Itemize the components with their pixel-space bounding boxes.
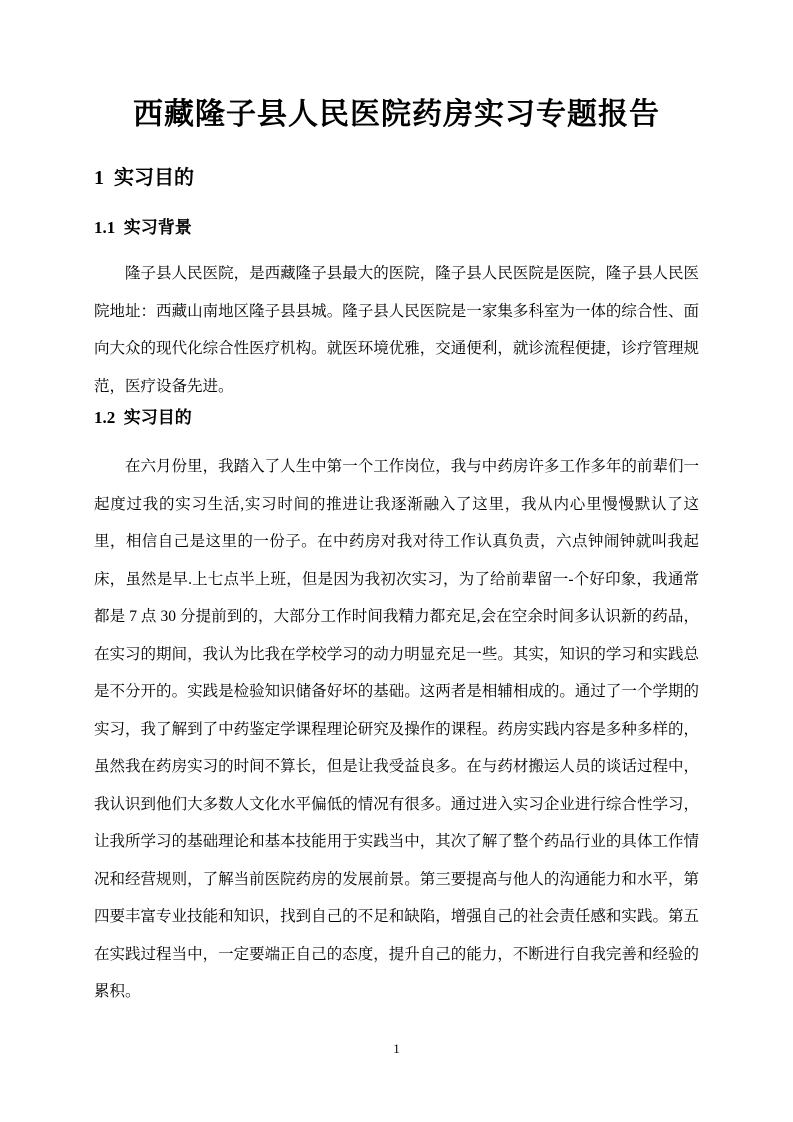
page-number: 1 xyxy=(393,1041,400,1056)
heading-1-2-shixi-mudi: 1.2 实习目的 xyxy=(94,408,192,427)
paragraph-internship-purpose: 在六月份里，我踏入了人生中第一个工作岗位，我与中药房许多工作多年的前辈们一起度过我的实习生活,实习时间的推进让我逐渐融入了这里，我从内心里慢慢默认了这里，相信自己是这里的一份子。在中药房对我对待工作认真负责，六点钟闹钟就叫我起床，虽然是早.上七点半上班，但是因为我初次实习，为了给前辈留一-个好印象，我通常都是 7 点 30 分提前到的，大部分工作时间我精力都充足,会在空余时间多认识新的药品，在实习的期间，我认为比我在学校学习的动力明显充足一些。其实，知识的学习和实践总是不分开的。实践是检验知识储备好坏的基础。这两者是相辅相成的。通过了一个学期的实习，我了解到了中药鉴定学课程理论研究及操作的课程。药房实践内容是多种多样的，虽然我在药房实习的时间不算长，但是让我受益良多。在与药材搬运人员的谈话过程中，我认识到他们大多数人文化水平偏低的情况有很多。通过进入实习企业进行综合性学习，让我所学习的基础理论和基本技能用于实践当中，其次了解了整个药品行业的具体工作情况和经营规则，了解当前医院药房的发展前景。第三要提高与他人的沟通能力和水平，第四要丰富专业技能和知识，找到自己的不足和缺陷，增强自己的社会责任感和实践。第五在实践过程当中，一定要端正自己的态度，提升自己的能力，不断进行自我完善和经验的累积。 xyxy=(94,458,699,1000)
paragraph-internship-background: 隆子县人民医院，是西藏隆子县最大的医院，隆子县人民医院是医院，隆子县人民医院地址：西藏山南地区隆子县县城。隆子县人民医院是一家集多科室为一体的综合性、面向大众的现代化综合性医疗机构。就医环境优雅，交通便利，就诊流程便捷，诊疗管理规范，医疗设备先进。 xyxy=(94,265,699,395)
heading-1-shixi-mudi: 1 实习目的 xyxy=(94,167,194,189)
heading-1-1-shixi-beijing: 1.1 实习背景 xyxy=(94,218,192,237)
document-title: 西藏隆子县人民医院药房实习专题报告 xyxy=(133,98,660,131)
